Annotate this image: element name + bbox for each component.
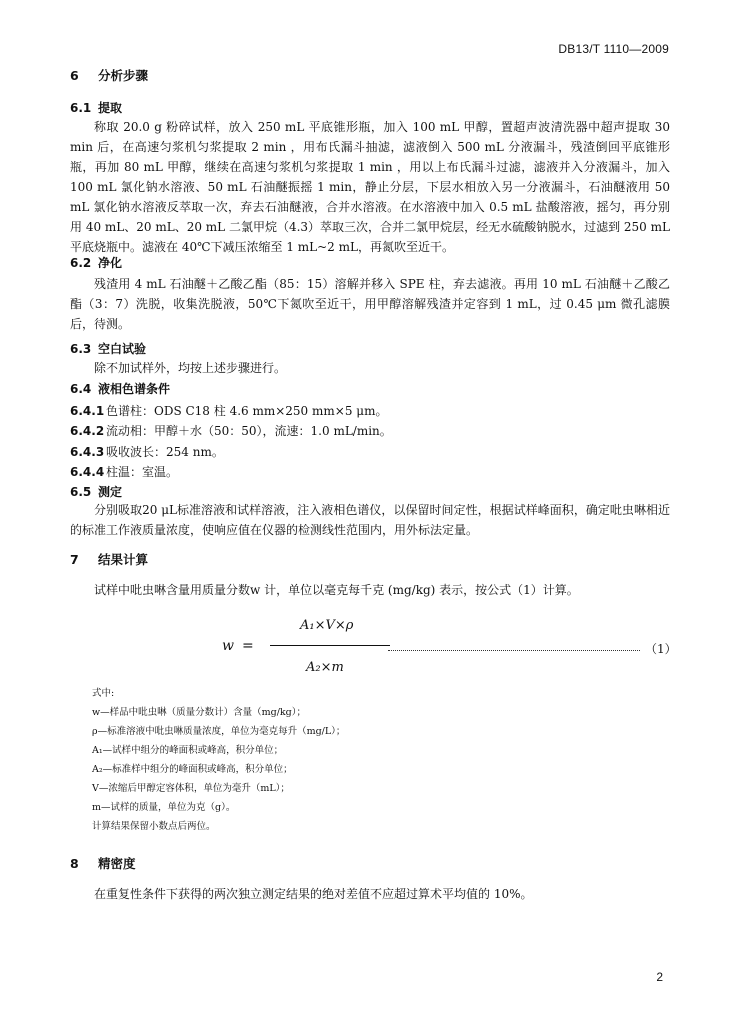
section-6-5-text: 分别吸取20 μL标准溶液和试样溶液，注入液相色谱仪，以保留时间定性，根据试样峰面积，确定吡虫啉相近的标准工作液质量浓度，使响应值在仪器的检测线性范围内，用外标法定量。 [70, 503, 670, 537]
legend-line: V—浓缩后甲醇定容体积，单位为毫升（mL）； [92, 783, 290, 794]
section-6-3-text: 除不加试样外，均按上述步骤进行。 [94, 361, 287, 375]
section-number: 7 [70, 552, 79, 567]
section-number: 6.5 [70, 485, 92, 499]
section-6-5-heading [70, 483, 122, 500]
equation-number: （1） [645, 642, 677, 656]
section-title: 空白试验 [98, 342, 147, 356]
legend-line: 式中: [92, 688, 115, 699]
section-6-1-text: 称取 20.0 g 粉碎试样，放入 250 mL 平底锥形瓶，加入 100 mL 甲醇，置超声波清洗器中超声提取 30 min 后，在高速匀浆机匀浆提取 2 min ，用布氏漏斗抽滤，滤液倒入 500 mL 分液漏斗，残渣倒回平底锥形瓶，再加 80 mL 甲醇，继续在高速匀浆机匀浆提取 1 min ，用以上布氏漏斗过滤，滤液并入分液漏斗，加入 100 mL 氯化钠水溶液、50 mL 石油醚振摇 1 min，静止分层，下层水相放入另一分液漏斗，石油醚液用 50 mL 氯化钠水溶液反萃取一次，弃去石油醚液，合并水溶液。在水溶液中加入 0.5 mL 盐酸溶液，摇匀，再分别用 40 mL、20 mL、20 mL 二氯甲烷（4.3）萃取三次，合并二氯甲烷层，经无水硫酸钠脱水，过滤到 250 mL 平底烧瓶中。滤液在 40℃下减压浓缩至 1 mL~2 mL，再氮吹至近干。 [70, 120, 670, 254]
page-number: 2 [656, 970, 663, 984]
section-title: 测定 [98, 485, 123, 499]
section-6-2-heading [70, 254, 122, 271]
section-title: 精密度 [98, 856, 136, 871]
formula-denominator: A₂×m [306, 660, 344, 675]
legend-line: m—试样的质量，单位为克（g）。 [92, 802, 236, 813]
item-number: 6.4.3 [70, 445, 105, 459]
section-6-2-text: 残渣用 4 mL 石油醚＋乙酸乙酯（85：15）溶解并移入 SPE 柱，弃去滤液。再用 10 mL 石油醚＋乙酸乙酯（3：7）洗脱，收集洗脱液，50℃下氮吹至近干，用甲醇溶解残渣并定容到 1 mL，过 0.45 μm 微孔滤膜后，待测。 [70, 277, 670, 331]
section-7-intro: 试样中吡虫啉含量用质量分数w 计，单位以毫克每千克 (mg/kg) 表示，按公式（1）计算。 [94, 583, 579, 597]
section-6-heading [70, 66, 148, 84]
section-8-heading [70, 854, 136, 872]
item-text: 吸收波长：254 nm。 [106, 445, 224, 459]
section-number: 6.3 [70, 342, 92, 356]
section-7-heading [70, 550, 148, 568]
section-number: 8 [70, 856, 79, 871]
section-6-4-heading [70, 380, 170, 397]
section-6-1-heading [70, 99, 122, 116]
item-number: 6.4.1 [70, 404, 105, 418]
formula-equals: = [242, 638, 254, 654]
item-number: 6.4.4 [70, 465, 105, 479]
list-item [70, 422, 392, 439]
section-title: 提取 [98, 101, 123, 115]
fraction-line [270, 645, 390, 646]
leader-dots [388, 650, 640, 651]
list-item [70, 463, 178, 480]
doc-code-header: DB13/T 1110—2009 [558, 42, 669, 56]
section-title: 净化 [98, 256, 123, 270]
legend-line: ρ—标准溶液中吡虫啉质量浓度，单位为毫克每升（mg/L）； [92, 726, 346, 737]
item-text: 色谱柱：ODS C18 柱 4.6 mm×250 mm×5 μm。 [106, 404, 388, 418]
section-title: 液相色谱条件 [98, 382, 171, 396]
legend-line: w—样品中吡虫啉（质量分数计）含量（mg/kg）； [92, 707, 307, 718]
formula-lhs: w [222, 638, 234, 654]
section-6-3-heading [70, 340, 146, 357]
list-item [70, 402, 387, 419]
section-title: 分析步骤 [98, 68, 149, 83]
section-8-text: 在重复性条件下获得的两次独立测定结果的绝对差值不应超过算术平均值的 10%。 [94, 887, 533, 901]
legend-line: 计算结果保留小数点后两位。 [92, 821, 216, 832]
legend-line: A₁—试样中组分的峰面积或峰高，积分单位； [92, 745, 284, 756]
list-item [70, 443, 224, 460]
section-title: 结果计算 [98, 552, 149, 567]
section-number: 6.2 [70, 256, 92, 270]
formula-numerator: A₁×V×ρ [300, 618, 354, 633]
item-number: 6.4.2 [70, 424, 105, 438]
item-text: 柱温：室温。 [106, 465, 179, 479]
legend-line: A₂—标准样中组分的峰面积或峰高，积分单位； [92, 764, 293, 775]
formula-legend [92, 684, 345, 836]
section-number: 6.4 [70, 382, 92, 396]
section-number: 6 [70, 68, 79, 83]
section-number: 6.1 [70, 101, 92, 115]
item-text: 流动相：甲醇＋水（50：50），流速：1.0 mL/min。 [106, 424, 392, 438]
